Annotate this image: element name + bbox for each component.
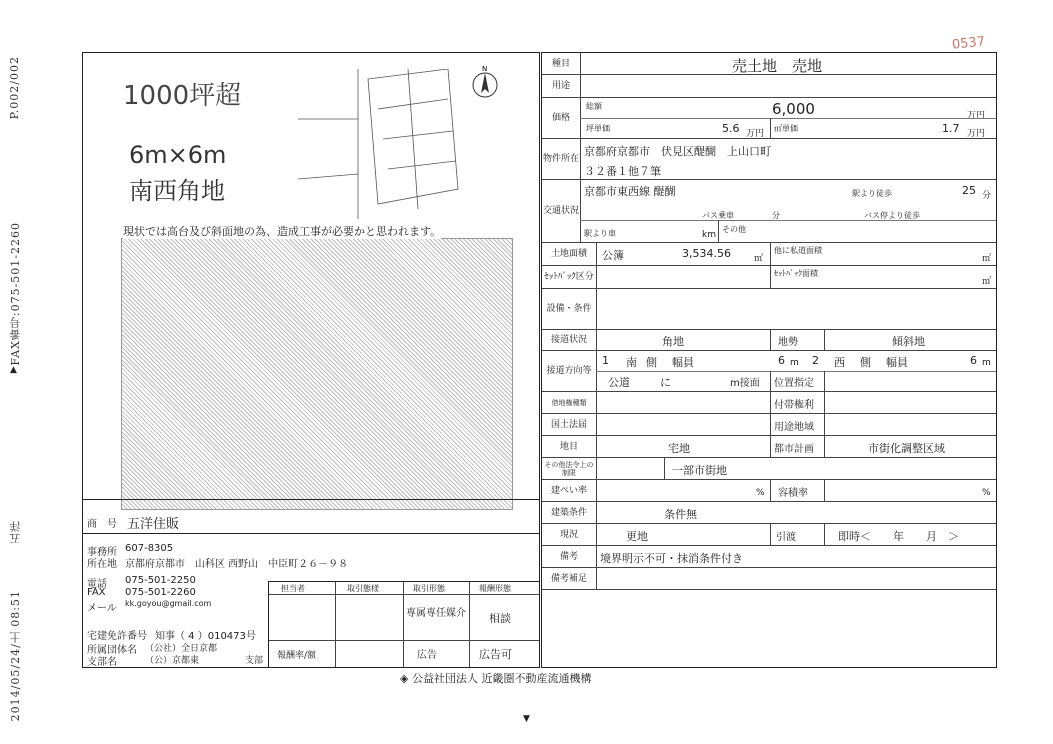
staff-header-type: 取引形態 bbox=[413, 584, 445, 593]
tel-value: 075-501-2250 bbox=[125, 575, 196, 586]
fax-value: 075-501-2260 bbox=[125, 587, 196, 598]
other-law-value: 一部市街地 bbox=[672, 464, 727, 477]
ratio-label: 報酬率/額 bbox=[277, 651, 317, 661]
attached-label: 付帯権利 bbox=[774, 400, 814, 411]
price-label: 価格 bbox=[542, 98, 581, 138]
north-arrow-icon bbox=[471, 65, 499, 99]
staff-table bbox=[268, 581, 539, 667]
total-label: 総額 bbox=[586, 102, 602, 111]
fax-number: FAX番号:075-501-2260 bbox=[9, 222, 22, 366]
public-road: 公道 bbox=[608, 376, 630, 389]
road1-width: 6 bbox=[778, 354, 785, 367]
fax-station: 五洋 bbox=[9, 520, 22, 544]
headline-corner: 南西角地 bbox=[129, 177, 225, 205]
remarks-value: 境界明示不可・抹消条件付き bbox=[600, 552, 743, 565]
road-status-label: 接道状況 bbox=[542, 330, 597, 350]
kind-value: 売土地 売地 bbox=[732, 57, 823, 75]
leasehold-label: 借地権種類 bbox=[542, 392, 597, 413]
staff-reward-value: 相談 bbox=[489, 612, 511, 625]
triangle-marker-icon: ▼ bbox=[523, 714, 530, 724]
triangle-marker-icon: ▲ bbox=[10, 365, 17, 375]
bus-unit: 分 bbox=[772, 211, 780, 220]
tsubo-unit: 万円 bbox=[746, 129, 765, 139]
private-unit: ㎡ bbox=[982, 254, 992, 264]
national-label: 国土法届 bbox=[542, 414, 597, 435]
car-unit: km bbox=[702, 230, 716, 240]
total-unit: 万円 bbox=[967, 111, 986, 121]
office-value: 607-8305 bbox=[125, 543, 174, 554]
branch-suffix: 支部 bbox=[245, 656, 264, 666]
notice-text: 現状では高台及び斜面地の為、造成工事が必要かと思われます。 bbox=[123, 225, 442, 238]
current-value: 更地 bbox=[626, 530, 648, 543]
property-detail-table bbox=[541, 52, 997, 668]
other-label: その他 bbox=[722, 225, 746, 234]
total-value: 6,000 bbox=[772, 100, 815, 118]
sqm-value: 1.7 bbox=[942, 122, 960, 135]
trade-label: 商 号 bbox=[87, 519, 117, 530]
sqm-label: ㎡単価 bbox=[774, 124, 798, 133]
area-value: 3,534.56 bbox=[682, 247, 731, 260]
walk-value: 25 bbox=[962, 184, 976, 197]
road2-width: 6 bbox=[970, 354, 977, 367]
road1-width-label: 幅員 bbox=[672, 356, 694, 369]
frontage-unit: m接面 bbox=[730, 378, 760, 389]
setback-label: ｾｯﾄﾊﾞｯｸ区分 bbox=[542, 266, 597, 288]
ni-text: に bbox=[660, 376, 671, 389]
kind-label: 種目 bbox=[542, 53, 581, 74]
road1-no: 1 bbox=[602, 354, 609, 367]
staff-header-reward: 報酬形態 bbox=[479, 584, 511, 593]
assoc-value: （公社）全日京都 bbox=[145, 644, 218, 654]
private-road-label: 他に私道面積 bbox=[774, 246, 822, 255]
ad-value: 広告可 bbox=[479, 648, 512, 661]
walk-unit: 分 bbox=[982, 191, 992, 201]
location-line2: ３２番１他７筆 bbox=[584, 165, 661, 178]
zone-label: 用途地域 bbox=[774, 422, 814, 433]
bcr-label: 建ぺい率 bbox=[542, 480, 597, 501]
busstop-label: バス停より徒歩 bbox=[864, 211, 920, 220]
tsubo-label: 坪単価 bbox=[586, 124, 610, 133]
road2-no: 2 bbox=[812, 354, 819, 367]
landcat-value: 宅地 bbox=[668, 442, 690, 455]
tsubo-value: 5.6 bbox=[722, 122, 740, 135]
fax-label: FAX bbox=[87, 587, 106, 598]
other-law-label: その他法令上の制限 bbox=[542, 458, 597, 479]
footer-organization bbox=[400, 670, 591, 686]
road1-side: 側 bbox=[646, 356, 657, 369]
branch-label: 支部名 bbox=[87, 657, 117, 668]
delivery-value: 即時＜ 年 月 ＞ bbox=[838, 530, 959, 543]
road2-side: 側 bbox=[860, 356, 871, 369]
car-label: 駅より車 bbox=[584, 229, 616, 238]
road-status-value: 角地 bbox=[662, 335, 684, 348]
road2-dir: 西 bbox=[834, 356, 845, 369]
facility-label: 設備・条件 bbox=[542, 289, 597, 329]
line-value: 京都市東西線 醍醐 bbox=[584, 185, 676, 198]
road1-dir: 南 bbox=[626, 356, 637, 369]
trade-name: 五洋住販 bbox=[127, 517, 180, 532]
location-label: 物件所在 bbox=[542, 139, 581, 179]
fax-date: 2014/05/24/土 08:51 bbox=[9, 590, 22, 722]
road-dir-label: 接道方向等 bbox=[542, 351, 597, 391]
walk-label: 駅より徒歩 bbox=[852, 189, 892, 198]
transport-label: 交通状況 bbox=[542, 180, 581, 242]
location-line1: 京都府京都市 伏見区醍醐 上山口町 bbox=[584, 145, 771, 158]
staff-type-value: 専属専任媒介 bbox=[406, 608, 466, 619]
road2-width-label: 幅員 bbox=[886, 356, 908, 369]
license-label: 宅建免許番号 bbox=[87, 631, 147, 642]
left-panel bbox=[82, 52, 540, 668]
branch-value: （公）京都東 bbox=[145, 656, 200, 666]
staff-header-person: 担当者 bbox=[281, 584, 305, 593]
setback-area-label: ｾｯﾄﾊﾞｯｸ面積 bbox=[774, 269, 818, 278]
remarks-add-label: 備考補足 bbox=[542, 568, 597, 589]
setback-unit: ㎡ bbox=[982, 277, 992, 287]
delivery-label: 引渡 bbox=[776, 532, 796, 543]
road2-unit: m bbox=[982, 358, 991, 368]
address-label: 所在地 bbox=[87, 559, 117, 570]
headline-road: 6m×6m bbox=[129, 141, 227, 169]
organization-logo-icon: ◈ bbox=[400, 672, 409, 685]
build-label: 建築条件 bbox=[542, 502, 597, 523]
ad-label: 広告 bbox=[417, 650, 437, 661]
address-value: 京都府京都市 山科区 西野山 中臣町２６－９８ bbox=[125, 559, 349, 570]
terrain-value: 傾斜地 bbox=[892, 335, 925, 348]
headline-area: 1000坪超 bbox=[123, 81, 242, 111]
road1-unit: m bbox=[790, 358, 799, 368]
aerial-map-image bbox=[121, 238, 513, 510]
bus-label: バス乗車 bbox=[702, 211, 734, 220]
remarks-label: 備考 bbox=[542, 546, 597, 567]
terrain-label: 地勢 bbox=[778, 337, 798, 348]
assoc-label: 所属団体名 bbox=[87, 645, 137, 656]
current-label: 現況 bbox=[542, 524, 597, 545]
landcat-label: 地目 bbox=[542, 436, 597, 457]
far-unit: % bbox=[982, 488, 991, 498]
use-label: 用途 bbox=[542, 75, 581, 97]
office-label: 事務所 bbox=[87, 547, 117, 558]
site-map-sketch bbox=[298, 69, 468, 219]
cityplan-label: 都市計画 bbox=[774, 444, 814, 455]
handwritten-note: 0537 bbox=[951, 34, 986, 53]
footer-text: 公益社団法人 近畿圏不動産流通機構 bbox=[411, 672, 592, 685]
license-value: 知事（ 4 ）010473号 bbox=[155, 631, 256, 642]
position-label: 位置指定 bbox=[774, 378, 814, 389]
tel-label: 電話 bbox=[87, 579, 107, 590]
staff-header-mode: 取引態様 bbox=[347, 584, 379, 593]
mail-label: メール bbox=[87, 603, 117, 614]
area-type: 公簿 bbox=[602, 249, 624, 262]
far-label: 容積率 bbox=[778, 488, 808, 499]
mail-value: kk.goyou@gmail.com bbox=[125, 599, 212, 608]
sqm-unit: 万円 bbox=[967, 129, 986, 139]
build-value: 条件無 bbox=[664, 508, 697, 521]
bcr-unit: % bbox=[756, 488, 765, 498]
fax-page-number: P.002/002 bbox=[8, 56, 21, 120]
cityplan-value: 市街化調整区域 bbox=[868, 442, 945, 455]
svg-text:N: N bbox=[482, 65, 488, 73]
area-label: 土地面積 bbox=[542, 243, 597, 265]
area-unit: ㎡ bbox=[754, 254, 764, 264]
